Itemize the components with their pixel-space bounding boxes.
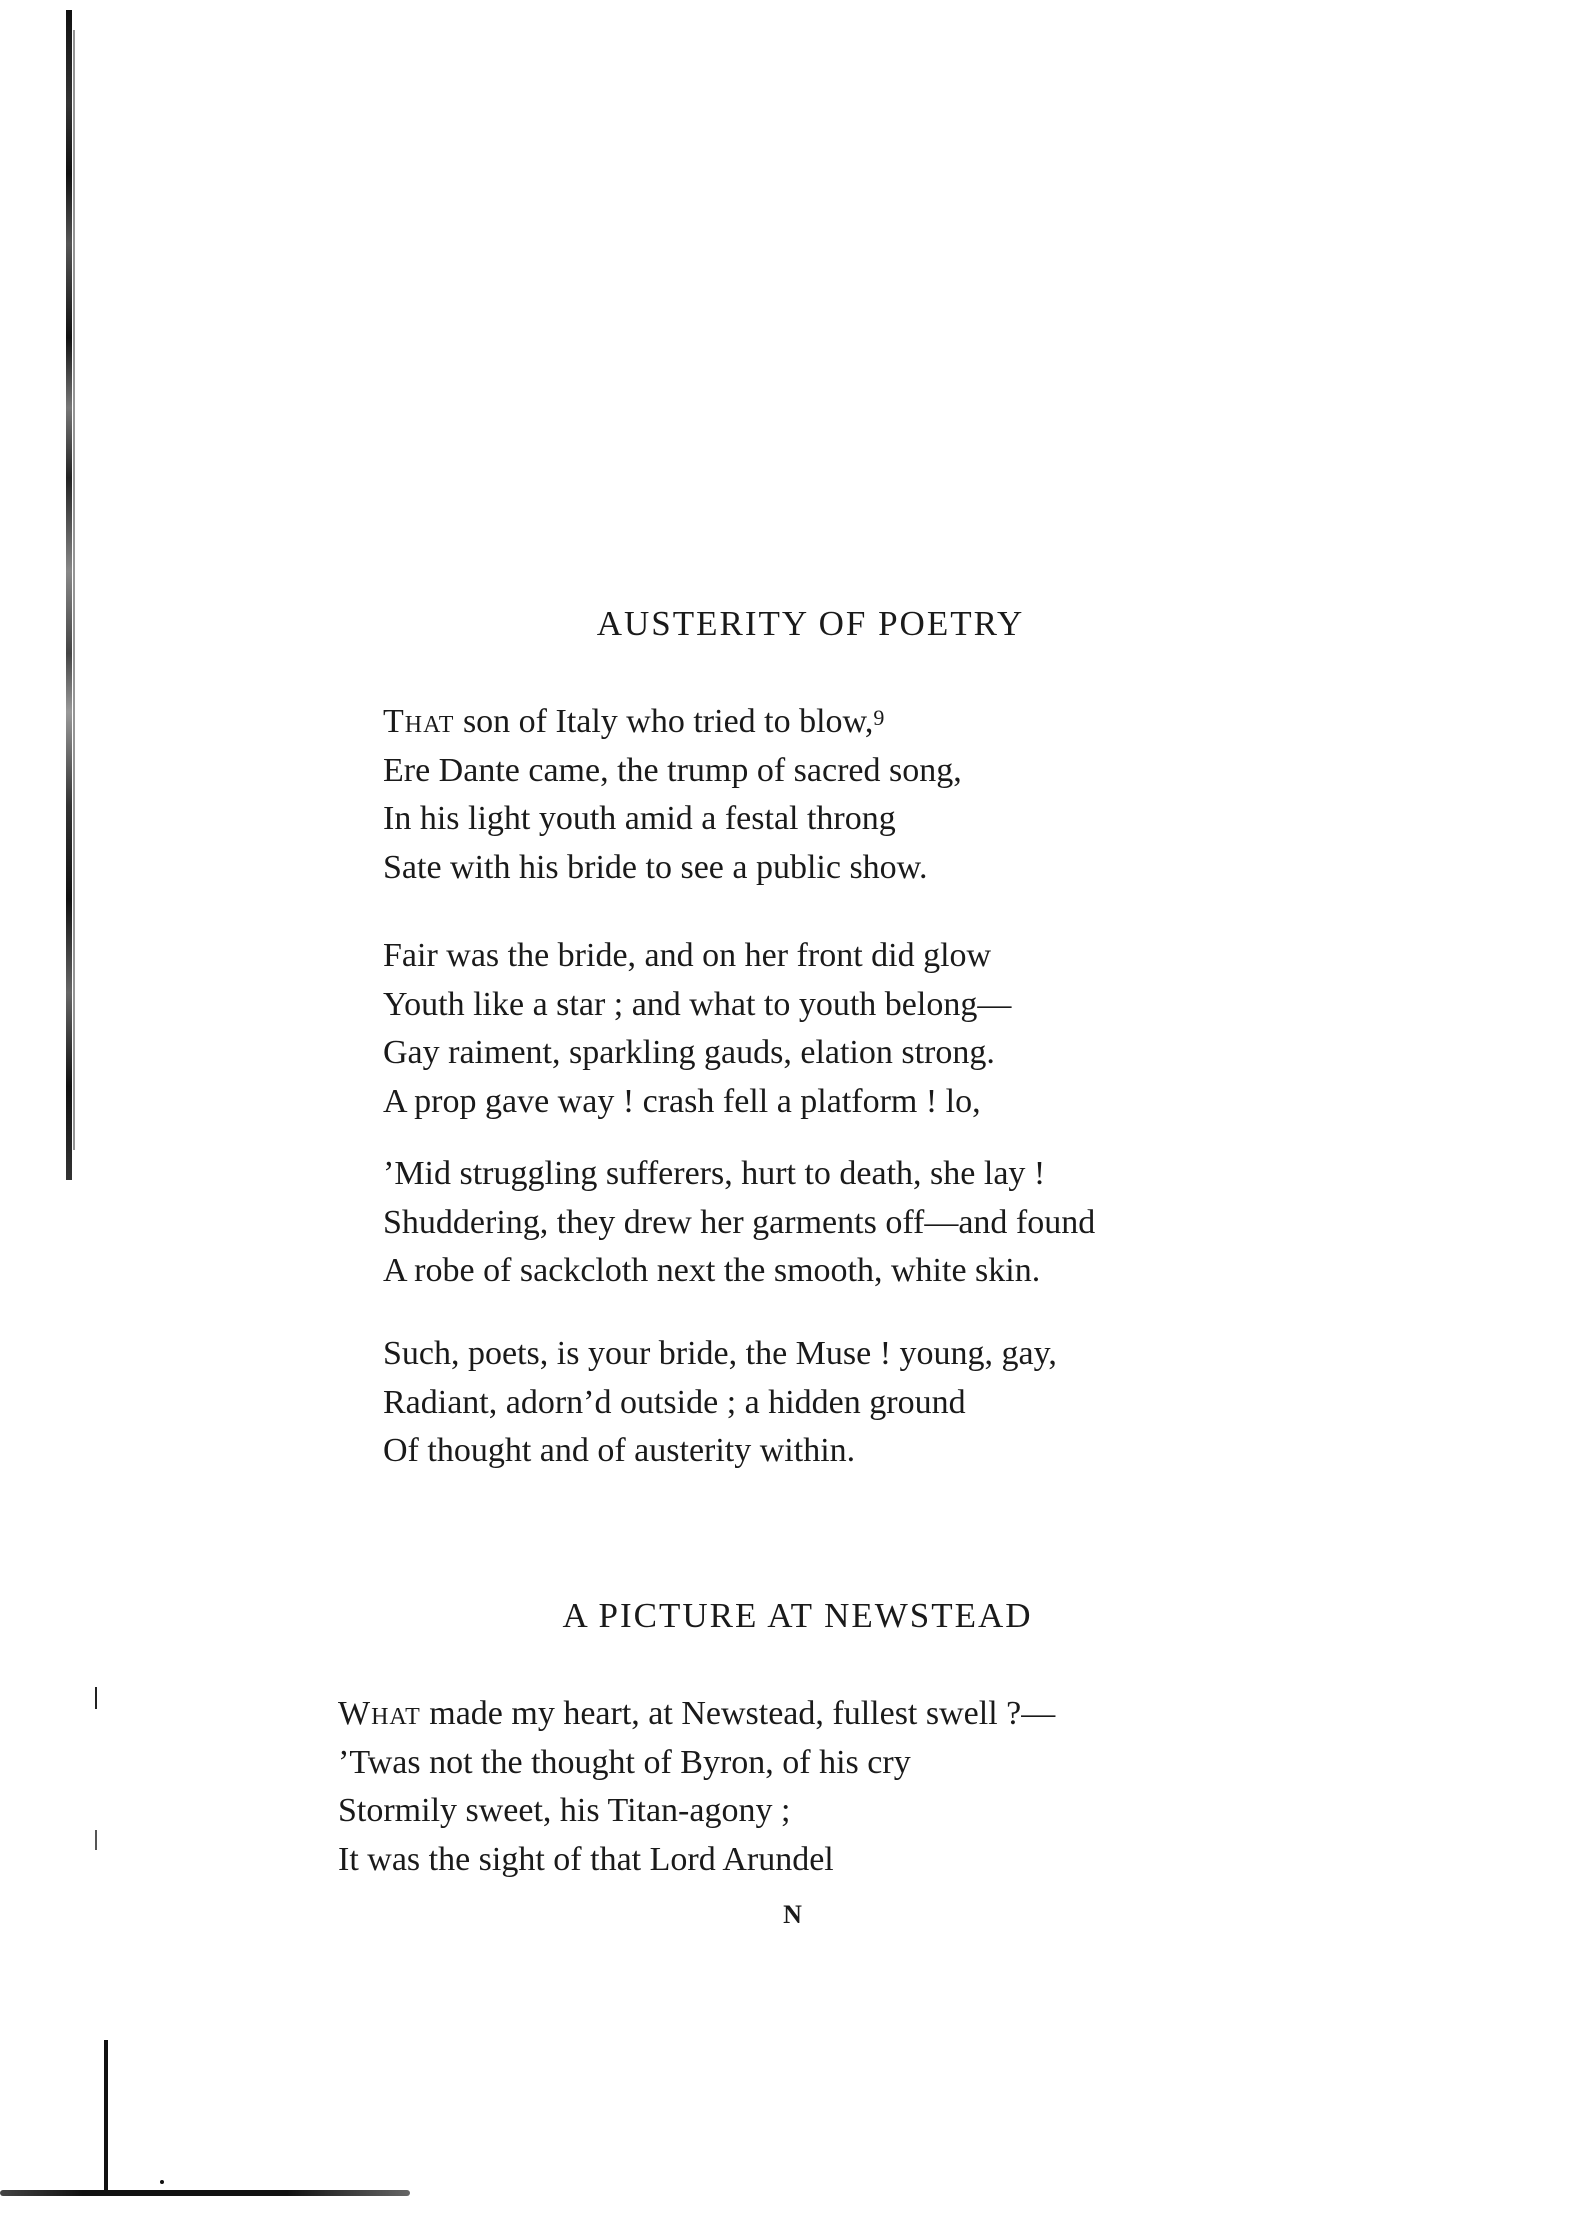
binding-edge-shadow [66, 10, 72, 1180]
margin-mark [95, 1830, 97, 1850]
verse-line [338, 1690, 1055, 1739]
corner-scan-edge-vertical [104, 2040, 108, 2195]
verse-line: ’Twas not the thought of Byron, of his cry [338, 1743, 911, 1781]
stanza [383, 932, 1011, 1126]
verse-line: Sate with his bride to see a public show. [383, 848, 928, 886]
opening-word: That [383, 703, 455, 740]
binding-edge-line [73, 30, 75, 1150]
verse-line: Radiant, adorn’d outside ; a hidden ground [383, 1383, 966, 1421]
verse-line: Fair was the bride, and on her front did glow [383, 937, 992, 974]
stanza [383, 1330, 1057, 1476]
verse-line: It was the sight of that Lord Arundel [338, 1840, 834, 1878]
verse-line: Gay raiment, sparkling gauds, elation strong. [383, 1034, 995, 1071]
poem-title: A PICTURE AT NEWSTEAD [562, 1596, 1033, 1635]
poem-title: AUSTERITY OF POETRY [596, 604, 1025, 643]
margin-mark [95, 1687, 97, 1709]
verse-line: Shuddering, they drew her garments off—and found [383, 1203, 1096, 1241]
stanza [338, 1690, 1055, 1884]
verse-line: Stormily sweet, his Titan-agony ; [338, 1792, 791, 1829]
stanza [383, 698, 962, 892]
verse-line: Of thought and of austerity within. [383, 1432, 856, 1469]
footnote-marker[interactable]: 9 [873, 705, 885, 730]
verse-line: Ere Dante came, the trump of sacred song, [383, 751, 962, 789]
corner-scan-edge-horizontal [0, 2190, 410, 2196]
verse-text: made my heart, at Newstead, fullest swell ?— [420, 1695, 1056, 1732]
verse-line: A robe of sackcloth next the smooth, white skin. [383, 1252, 1041, 1289]
verse-line: ’Mid struggling sufferers, hurt to death, she lay ! [383, 1155, 1046, 1192]
verse-line: Youth like a star ; and what to youth belong— [383, 985, 1012, 1023]
verse-line: In his light youth amid a festal throng [383, 800, 896, 837]
verse-line [383, 698, 962, 747]
opening-word: What [338, 1695, 421, 1732]
scan-speck [160, 2180, 164, 2184]
verse-line: Such, poets, is your bride, the Muse ! young, gay, [383, 1335, 1057, 1372]
verse-line: A prop gave way ! crash fell a platform ! lo, [383, 1082, 981, 1120]
verse-text: son of Italy who tried to blow, [454, 703, 874, 740]
stanza [383, 1150, 1095, 1296]
signature-mark: N [783, 1900, 802, 1929]
